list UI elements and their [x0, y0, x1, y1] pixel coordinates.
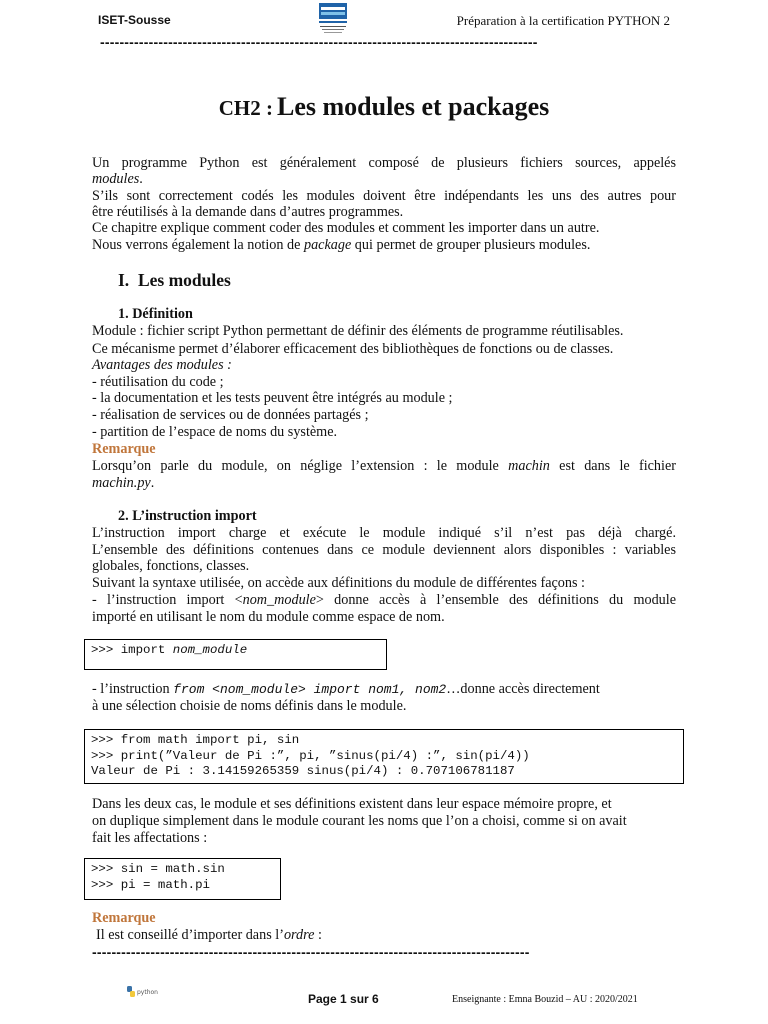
intro-line-6: [92, 237, 676, 254]
import-text-a: - l’instruction import <: [92, 592, 243, 608]
import-line-3: globales, fonctions, classes.: [92, 558, 250, 574]
section-heading-modules: [118, 270, 231, 291]
code-module-arg: nom_module: [172, 643, 248, 657]
order-term: ordre: [283, 927, 315, 943]
intro-package-c: qui permet de grouper plusieurs modules.: [354, 237, 591, 253]
code-block-assign: [84, 858, 281, 900]
import-module-placeholder: nom_module: [242, 592, 316, 608]
advantage-item: - réutilisation du code ;: [92, 374, 224, 390]
import-line-6: importé en utilisant le nom du module comme espace de nom.: [92, 609, 445, 625]
intro-line-4: être réutilisés à la demande dans d’autres programmes.: [92, 204, 404, 220]
python-logo-icon: [125, 983, 165, 1001]
code-block-import: [84, 639, 387, 670]
advantages-title: Avantages des modules :: [92, 357, 232, 373]
import-line-7: [92, 681, 676, 699]
intro-line-3: S’ils sont correctement codés les modules doivent être indépendants les uns des autres pour: [92, 188, 676, 204]
import-line-10: on duplique simplement dans le module courant les noms que l’on a choisi, comme si on avait: [92, 813, 627, 829]
remark-line-1: [92, 458, 676, 475]
remark-module-name: machin: [508, 458, 550, 474]
header-institution: ISET-Sousse: [98, 13, 171, 27]
import-line-9: Dans les deux cas, le module et ses définitions existent dans leur espace mémoire propre, et: [92, 796, 612, 812]
code-line: >>> from math import pi, sin: [91, 733, 300, 747]
footer-separator: ------------------------------------------------------------------------------------------: [92, 944, 530, 960]
code-prompt: >>> import: [91, 643, 173, 657]
page-number: Page 1 sur 6: [308, 992, 379, 1006]
intro-package-term: package: [303, 237, 352, 253]
remark-label-2: Remarque: [92, 910, 156, 926]
section-title: Les modules: [137, 270, 231, 290]
import-line-8: à une sélection choisie de noms définis dans le module.: [92, 698, 407, 714]
remark-file-name: machin.py: [92, 475, 151, 491]
remark-line-order: [96, 927, 680, 944]
import-line-4: Suivant la syntaxe utilisée, on accède aux définitions du module de différentes façons :: [92, 575, 586, 591]
intro-line-1: Un programme Python est généralement composé de plusieurs fichiers sources, appelés: [92, 155, 676, 171]
intro-line-5: Ce chapitre explique comment coder des modules et comment les importer dans un autre.: [92, 220, 600, 236]
header-separator: ------------------------------------------------------------------------------------------: [100, 34, 538, 50]
intro-package-a: Nous verrons également la notion de: [92, 237, 301, 253]
intro-modules-term: modules: [92, 171, 140, 187]
intro-line-2: modules.: [92, 171, 143, 187]
import-line-11: fait les affectations :: [92, 830, 208, 846]
subsection-definition: 1. Définition: [118, 306, 193, 322]
from-text-a: - l’instruction: [92, 681, 170, 697]
from-syntax: from <nom_module> import nom1, nom2: [173, 682, 447, 697]
advantage-item: - partition de l’espace de noms du système.: [92, 424, 338, 440]
def-line-2: Ce mécanisme permet d’élaborer efficacement des bibliothèques de fonctions ou de classes.: [92, 341, 614, 357]
remark-label: Remarque: [92, 441, 156, 457]
code-line: >>> sin = math.sin: [91, 862, 225, 876]
section-number: I.: [118, 270, 130, 290]
header-course: Préparation à la certification PYTHON 2: [456, 13, 670, 28]
order-text-a: Il est conseillé d’importer dans l’: [96, 927, 284, 943]
footer-teacher: Enseignante : Emna Bouzid – AU : 2020/2021: [452, 994, 638, 1005]
remark-text: Lorsqu’on parle du module, on néglige l’extension : le module: [92, 458, 499, 474]
def-line-1: Module : fichier script Python permettant de définir des éléments de programme réutilisables.: [92, 323, 624, 339]
chapter-title: [0, 92, 768, 122]
import-text-c: > donne accès à l’ensemble des définitions du module: [315, 592, 676, 608]
code-line: Valeur de Pi : 3.14159265359 sinus(pi/4) : 0.707106781187: [91, 764, 515, 778]
chapter-number: CH2 :: [218, 96, 273, 120]
order-text-c: :: [314, 927, 322, 943]
code-line: >>> pi = math.pi: [91, 877, 210, 892]
advantage-item: - réalisation de services ou de données partagés ;: [92, 407, 369, 423]
advantage-item: - la documentation et les tests peuvent être intégrés au module ;: [92, 390, 453, 406]
subsection-import: 2. L’instruction import: [118, 508, 257, 524]
from-text-c: …donne accès directement: [446, 681, 600, 697]
code-block-from-import: [84, 729, 684, 784]
import-line-2: L’ensemble des définitions contenues dans ce module deviennent alors disponibles : variables: [92, 542, 676, 558]
python-logo-text: python: [137, 989, 158, 996]
chapter-name: Les modules et packages: [276, 92, 550, 121]
import-line-5: [92, 592, 676, 609]
code-line: >>> print(”Valeur de Pi :”, pi, ”sinus(pi/4) :”, sin(pi/4)): [91, 748, 530, 763]
code-line: [91, 643, 380, 659]
remark-line-2: machin.py.: [92, 475, 155, 491]
import-line-1: L’instruction import charge et exécute le module indiqué s’il n’est pas déjà chargé.: [92, 525, 676, 541]
remark-text-end: est dans le fichier: [559, 458, 676, 474]
